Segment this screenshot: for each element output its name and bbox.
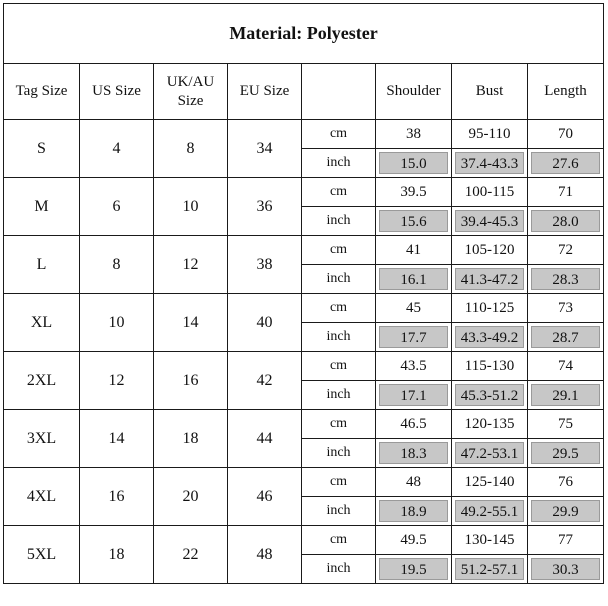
- length-inch-value: 28.0: [531, 210, 600, 232]
- ukau-size-cell: 22: [154, 526, 228, 584]
- table-row-cm: [4, 120, 604, 149]
- table-row-cm: [4, 352, 604, 381]
- shoulder-inch-value: 17.7: [379, 326, 448, 348]
- shoulder-inch-cell: [376, 323, 452, 352]
- bust-inch-value: 41.3-47.2: [455, 268, 524, 290]
- shoulder-inch-cell: [376, 207, 452, 236]
- length-inch-cell: [528, 381, 604, 410]
- us-size-cell: 4: [80, 120, 154, 178]
- length-inch-cell: [528, 207, 604, 236]
- length-inch-cell: [528, 497, 604, 526]
- bust-inch-cell: [452, 265, 528, 294]
- ukau-size-cell: 20: [154, 468, 228, 526]
- length-cm-cell: 72: [528, 236, 604, 265]
- bust-cm-cell: 95-110: [452, 120, 528, 149]
- header-tag-size: Tag Size: [4, 64, 80, 120]
- unit-label-cm: cm: [302, 468, 376, 497]
- table-row-cm: [4, 526, 604, 555]
- unit-label-cm: cm: [302, 410, 376, 439]
- header-shoulder: Shoulder: [376, 64, 452, 120]
- bust-inch-value: 49.2-55.1: [455, 500, 524, 522]
- shoulder-inch-value: 18.3: [379, 442, 448, 464]
- length-cm-cell: 75: [528, 410, 604, 439]
- shoulder-inch-cell: [376, 555, 452, 584]
- us-size-cell: 8: [80, 236, 154, 294]
- bust-cm-cell: 105-120: [452, 236, 528, 265]
- unit-label-inch: inch: [302, 207, 376, 236]
- ukau-size-cell: 16: [154, 352, 228, 410]
- tag-size-cell: 3XL: [4, 410, 80, 468]
- eu-size-cell: 36: [228, 178, 302, 236]
- tag-size-cell: XL: [4, 294, 80, 352]
- eu-size-cell: 34: [228, 120, 302, 178]
- shoulder-inch-cell: [376, 439, 452, 468]
- ukau-size-cell: 10: [154, 178, 228, 236]
- unit-label-inch: inch: [302, 149, 376, 178]
- shoulder-cm-cell: 49.5: [376, 526, 452, 555]
- unit-label-cm: cm: [302, 526, 376, 555]
- length-cm-cell: 71: [528, 178, 604, 207]
- length-cm-cell: 73: [528, 294, 604, 323]
- bust-inch-cell: [452, 207, 528, 236]
- shoulder-cm-cell: 43.5: [376, 352, 452, 381]
- header-unit: [302, 64, 376, 120]
- shoulder-inch-cell: [376, 381, 452, 410]
- bust-inch-value: 39.4-45.3: [455, 210, 524, 232]
- bust-cm-cell: 125-140: [452, 468, 528, 497]
- length-inch-value: 27.6: [531, 152, 600, 174]
- size-chart: [3, 3, 603, 603]
- unit-label-cm: cm: [302, 178, 376, 207]
- length-inch-value: 29.1: [531, 384, 600, 406]
- us-size-cell: 10: [80, 294, 154, 352]
- bust-inch-cell: [452, 439, 528, 468]
- table-row-cm: [4, 178, 604, 207]
- shoulder-inch-cell: [376, 497, 452, 526]
- header-ukau-size: UK/AU Size: [154, 64, 228, 120]
- bust-inch-value: 51.2-57.1: [455, 558, 524, 580]
- ukau-size-cell: 12: [154, 236, 228, 294]
- us-size-cell: 14: [80, 410, 154, 468]
- bust-inch-cell: [452, 323, 528, 352]
- bust-cm-cell: 130-145: [452, 526, 528, 555]
- shoulder-inch-value: 16.1: [379, 268, 448, 290]
- shoulder-cm-cell: 41: [376, 236, 452, 265]
- bust-cm-cell: 120-135: [452, 410, 528, 439]
- table-row-cm: [4, 236, 604, 265]
- shoulder-inch-value: 19.5: [379, 558, 448, 580]
- length-cm-cell: 77: [528, 526, 604, 555]
- eu-size-cell: 40: [228, 294, 302, 352]
- eu-size-cell: 48: [228, 526, 302, 584]
- bust-inch-cell: [452, 497, 528, 526]
- unit-label-cm: cm: [302, 236, 376, 265]
- bust-cm-cell: 100-115: [452, 178, 528, 207]
- length-inch-cell: [528, 265, 604, 294]
- header-us-size: US Size: [80, 64, 154, 120]
- bust-inch-cell: [452, 555, 528, 584]
- table-row-cm: [4, 468, 604, 497]
- bust-inch-value: 47.2-53.1: [455, 442, 524, 464]
- ukau-size-cell: 14: [154, 294, 228, 352]
- us-size-cell: 16: [80, 468, 154, 526]
- length-inch-value: 28.3: [531, 268, 600, 290]
- length-inch-value: 29.5: [531, 442, 600, 464]
- unit-label-cm: cm: [302, 120, 376, 149]
- shoulder-inch-cell: [376, 265, 452, 294]
- unit-label-inch: inch: [302, 265, 376, 294]
- tag-size-cell: 5XL: [4, 526, 80, 584]
- unit-label-inch: inch: [302, 439, 376, 468]
- tag-size-cell: L: [4, 236, 80, 294]
- tag-size-cell: M: [4, 178, 80, 236]
- bust-inch-value: 37.4-43.3: [455, 152, 524, 174]
- shoulder-inch-value: 17.1: [379, 384, 448, 406]
- length-inch-cell: [528, 555, 604, 584]
- table-row-cm: [4, 410, 604, 439]
- us-size-cell: 6: [80, 178, 154, 236]
- shoulder-cm-cell: 38: [376, 120, 452, 149]
- ukau-size-cell: 8: [154, 120, 228, 178]
- length-inch-value: 30.3: [531, 558, 600, 580]
- shoulder-cm-cell: 39.5: [376, 178, 452, 207]
- tag-size-cell: 2XL: [4, 352, 80, 410]
- unit-label-inch: inch: [302, 555, 376, 584]
- unit-label-cm: cm: [302, 352, 376, 381]
- unit-label-inch: inch: [302, 381, 376, 410]
- ukau-size-cell: 18: [154, 410, 228, 468]
- shoulder-cm-cell: 46.5: [376, 410, 452, 439]
- header-length: Length: [528, 64, 604, 120]
- shoulder-cm-cell: 45: [376, 294, 452, 323]
- shoulder-cm-cell: 48: [376, 468, 452, 497]
- length-inch-cell: [528, 439, 604, 468]
- us-size-cell: 12: [80, 352, 154, 410]
- unit-label-inch: inch: [302, 323, 376, 352]
- length-cm-cell: 70: [528, 120, 604, 149]
- length-cm-cell: 74: [528, 352, 604, 381]
- table-row-cm: [4, 294, 604, 323]
- bust-inch-value: 45.3-51.2: [455, 384, 524, 406]
- tag-size-cell: S: [4, 120, 80, 178]
- unit-label-cm: cm: [302, 294, 376, 323]
- unit-label-inch: inch: [302, 497, 376, 526]
- bust-cm-cell: 115-130: [452, 352, 528, 381]
- length-inch-cell: [528, 323, 604, 352]
- length-inch-value: 28.7: [531, 326, 600, 348]
- size-table: [3, 3, 604, 584]
- tag-size-cell: 4XL: [4, 468, 80, 526]
- length-cm-cell: 76: [528, 468, 604, 497]
- bust-inch-cell: [452, 381, 528, 410]
- table-title: Material: Polyester: [4, 4, 604, 64]
- shoulder-inch-value: 15.0: [379, 152, 448, 174]
- bust-inch-value: 43.3-49.2: [455, 326, 524, 348]
- shoulder-inch-value: 18.9: [379, 500, 448, 522]
- header-bust: Bust: [452, 64, 528, 120]
- length-inch-cell: [528, 149, 604, 178]
- length-inch-value: 29.9: [531, 500, 600, 522]
- us-size-cell: 18: [80, 526, 154, 584]
- eu-size-cell: 38: [228, 236, 302, 294]
- header-eu-size: EU Size: [228, 64, 302, 120]
- bust-inch-cell: [452, 149, 528, 178]
- eu-size-cell: 42: [228, 352, 302, 410]
- shoulder-inch-value: 15.6: [379, 210, 448, 232]
- shoulder-inch-cell: [376, 149, 452, 178]
- eu-size-cell: 44: [228, 410, 302, 468]
- bust-cm-cell: 110-125: [452, 294, 528, 323]
- eu-size-cell: 46: [228, 468, 302, 526]
